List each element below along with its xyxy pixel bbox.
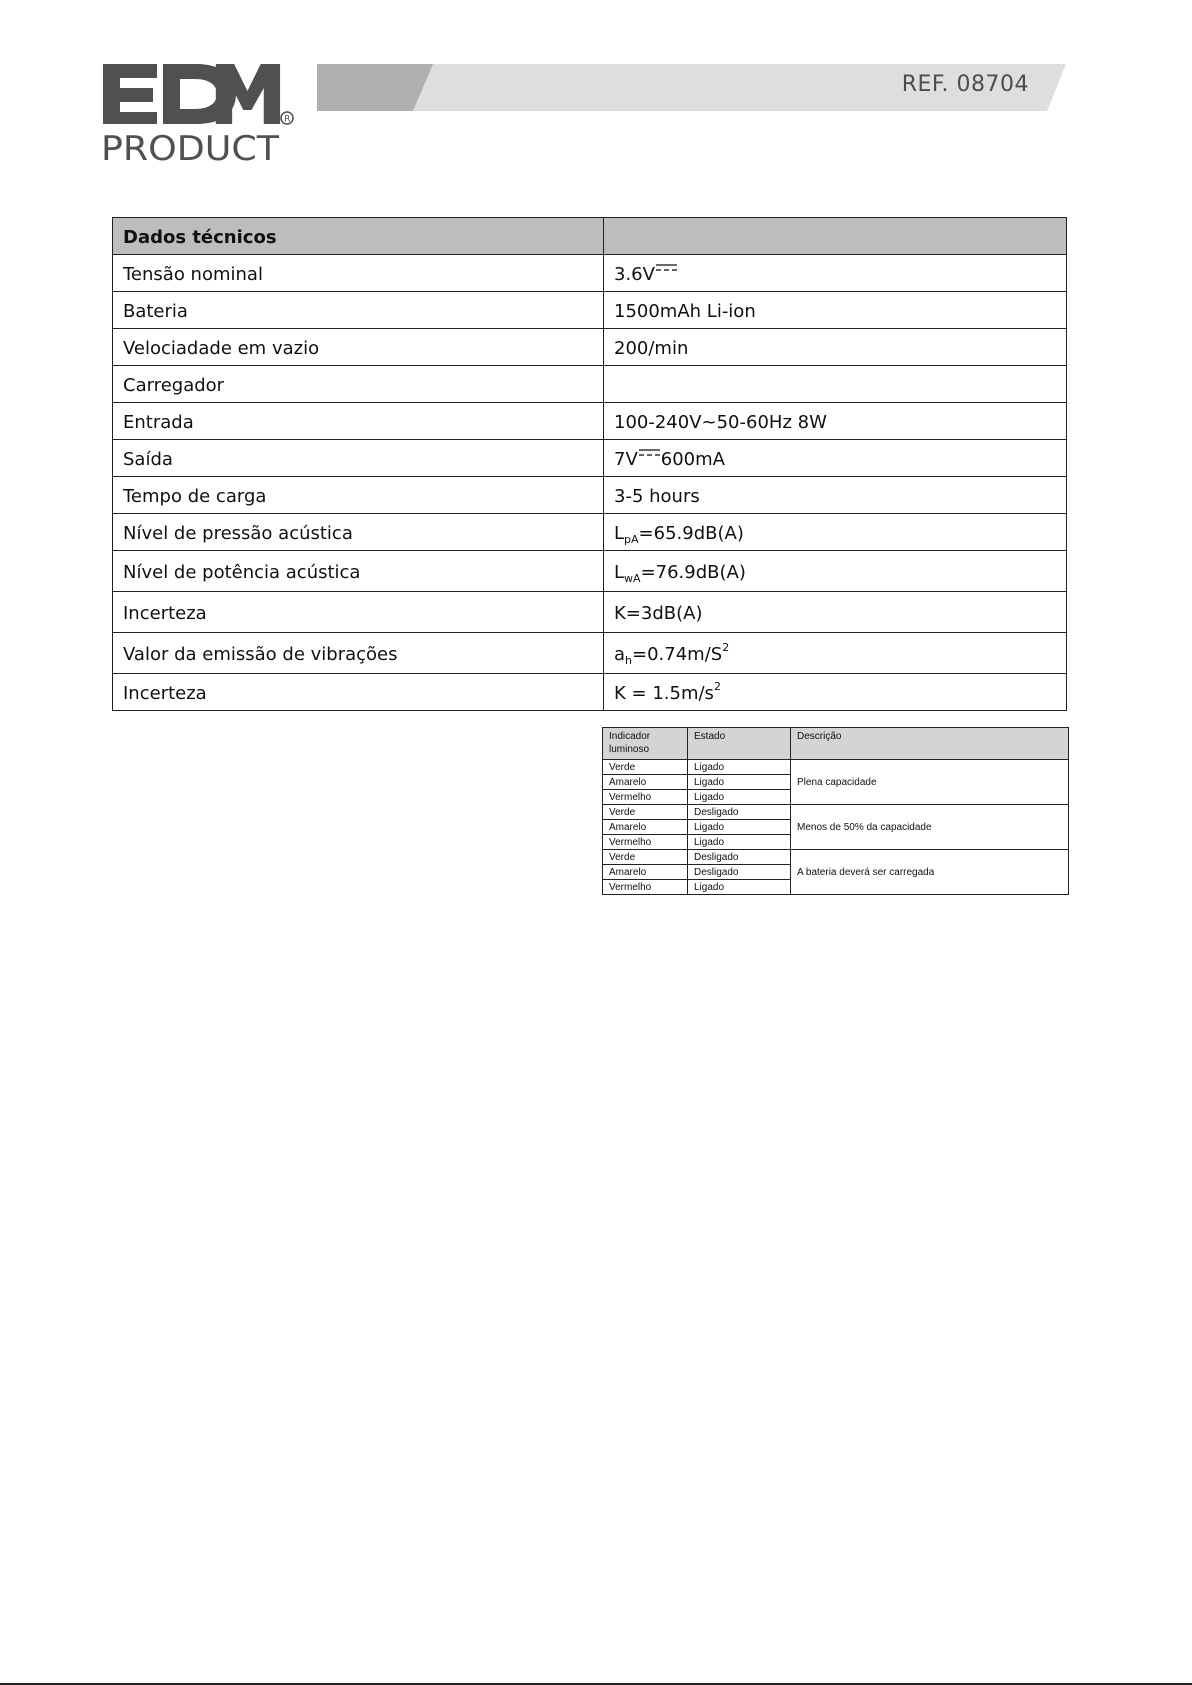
indicator-header-row xyxy=(603,728,1069,760)
spec-label: Incerteza xyxy=(113,592,604,633)
edm-logo-graphic xyxy=(100,58,300,168)
indicator-state: Ligado xyxy=(688,775,791,790)
indicator-state: Desligado xyxy=(688,865,791,880)
spec-value: $L_{pA}=65.9dB(A)$ xyxy=(604,514,1067,551)
indicator-color: Amarelo xyxy=(603,820,688,835)
spec-value: 100-240V~50-60Hz 8W xyxy=(604,403,1067,440)
table-row xyxy=(113,255,1067,292)
indicator-state: Ligado xyxy=(688,790,791,805)
spec-label: Entrada xyxy=(113,403,604,440)
logo-product-text: PRODUCT xyxy=(101,129,280,168)
indicator-description: A bateria deverá ser carregada xyxy=(791,850,1069,895)
table-title: Dados técnicos xyxy=(113,218,604,255)
indicator-state: Ligado xyxy=(688,880,791,895)
spec-label: Tensão nominal xyxy=(113,255,604,292)
table-row xyxy=(113,514,1067,551)
indicator-color: Verde xyxy=(603,805,688,820)
table-header-row xyxy=(113,218,1067,255)
state-column-header: Estado xyxy=(688,728,791,760)
table-row xyxy=(113,592,1067,633)
table-row xyxy=(113,366,1067,403)
spec-value: 200/min xyxy=(604,329,1067,366)
battery-indicator-table xyxy=(602,727,1069,895)
indicator-color: Vermelho xyxy=(603,880,688,895)
spec-value xyxy=(604,366,1067,403)
spec-value: 3-5 hours xyxy=(604,477,1067,514)
indicator-color: Verde xyxy=(603,850,688,865)
spec-value: $a_h=0.74m/S^2$ xyxy=(604,633,1067,674)
spec-label: Nível de pressão acústica xyxy=(113,514,604,551)
table-row xyxy=(113,551,1067,592)
spec-label: Saída xyxy=(113,440,604,477)
description-column-header: Descrição xyxy=(791,728,1069,760)
table-header-empty-cell xyxy=(604,218,1067,255)
spec-label: Nível de potência acústica xyxy=(113,551,604,592)
dc-symbol-icon xyxy=(639,449,660,458)
indicator-state: Ligado xyxy=(688,820,791,835)
indicator-description: Plena capacidade xyxy=(791,760,1069,805)
table-row xyxy=(603,850,1069,865)
table-row xyxy=(113,477,1067,514)
edm-product-logo xyxy=(100,58,300,168)
indicator-color: Amarelo xyxy=(603,865,688,880)
indicator-state: Desligado xyxy=(688,805,791,820)
dc-symbol-icon xyxy=(656,264,677,273)
spec-label: Carregador xyxy=(113,366,604,403)
spec-value: 7V 600mA xyxy=(604,440,1067,477)
spec-value: 1500mAh Li-ion xyxy=(604,292,1067,329)
indicator-color: Verde xyxy=(603,760,688,775)
table-row xyxy=(113,440,1067,477)
indicator-color: Vermelho xyxy=(603,790,688,805)
spec-label: Bateria xyxy=(113,292,604,329)
spec-value: $K = 1.5m/s^2$ xyxy=(604,674,1067,711)
table-row xyxy=(113,329,1067,366)
reference-banner xyxy=(317,64,1069,111)
table-row xyxy=(113,633,1067,674)
indicator-color: Vermelho xyxy=(603,835,688,850)
spec-label: Tempo de carga xyxy=(113,477,604,514)
reference-number: REF. 08704 xyxy=(901,72,1029,97)
indicator-color: Amarelo xyxy=(603,775,688,790)
indicator-state: Desligado xyxy=(688,850,791,865)
spec-value: 3.6V xyxy=(604,255,1067,292)
technical-data-table xyxy=(112,217,1067,711)
table-row xyxy=(113,674,1067,711)
spec-value: $L_{wA}=76.9dB(A)$ xyxy=(604,551,1067,592)
indicator-description: Menos de 50% da capacidade xyxy=(791,805,1069,850)
indicator-column-header: Indicador luminoso xyxy=(603,728,688,760)
table-row xyxy=(603,805,1069,820)
table-row xyxy=(113,403,1067,440)
indicator-state: Ligado xyxy=(688,835,791,850)
spec-label: Velociadade em vazio xyxy=(113,329,604,366)
spec-label: Incerteza xyxy=(113,674,604,711)
svg-text:R: R xyxy=(284,114,291,125)
indicator-state: Ligado xyxy=(688,760,791,775)
spec-label: Valor da emissão de vibrações xyxy=(113,633,604,674)
table-row xyxy=(603,760,1069,775)
spec-value: K=3dB(A) xyxy=(604,592,1067,633)
table-row xyxy=(113,292,1067,329)
